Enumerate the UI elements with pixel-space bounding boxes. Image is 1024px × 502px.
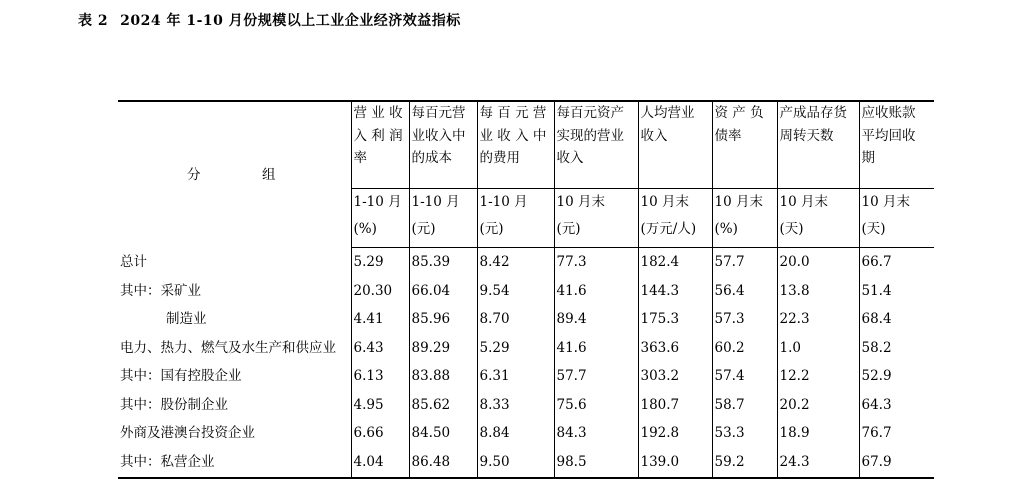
row-value: 57.7 bbox=[554, 362, 638, 391]
column-header bbox=[638, 101, 712, 189]
table-number: 表 2 bbox=[78, 13, 109, 29]
row-value: 56.4 bbox=[712, 277, 777, 306]
column-period-unit bbox=[409, 189, 477, 248]
column-header bbox=[477, 101, 554, 189]
row-value: 8.84 bbox=[477, 419, 554, 448]
row-value: 76.7 bbox=[859, 419, 934, 448]
column-period-unit bbox=[351, 189, 409, 248]
row-value: 75.6 bbox=[554, 391, 638, 420]
row-value: 9.54 bbox=[477, 277, 554, 306]
column-header-line: 期 bbox=[861, 150, 875, 166]
column-unit: (天) bbox=[861, 221, 886, 237]
row-value: 89.29 bbox=[409, 334, 477, 363]
row-value: 52.9 bbox=[859, 362, 934, 391]
row-value: 20.0 bbox=[777, 248, 859, 277]
column-period: 10 月末 bbox=[779, 194, 828, 210]
column-header bbox=[712, 101, 777, 189]
row-value: 85.96 bbox=[409, 305, 477, 334]
row-value: 84.3 bbox=[554, 419, 638, 448]
column-unit: (元) bbox=[479, 221, 504, 237]
row-value: 13.8 bbox=[777, 277, 859, 306]
row-value: 180.7 bbox=[638, 391, 712, 420]
row-value: 6.43 bbox=[351, 334, 409, 363]
column-header bbox=[554, 101, 638, 189]
row-value: 20.2 bbox=[777, 391, 859, 420]
column-header-line: 应收账款 bbox=[861, 105, 916, 121]
row-label: 其中：采矿业 bbox=[120, 282, 201, 299]
column-period-unit bbox=[777, 189, 859, 248]
column-unit: (元) bbox=[411, 221, 436, 237]
row-value: 58.2 bbox=[859, 334, 934, 363]
row-value: 59.2 bbox=[712, 448, 777, 478]
row-value: 4.41 bbox=[351, 305, 409, 334]
row-value: 24.3 bbox=[777, 448, 859, 478]
column-header-line: 营 业 收 bbox=[353, 105, 403, 121]
table-row bbox=[118, 362, 934, 391]
row-value: 9.50 bbox=[477, 448, 554, 478]
row-value: 57.3 bbox=[712, 305, 777, 334]
row-value: 41.6 bbox=[554, 277, 638, 306]
column-header-line: 入 利 润 bbox=[353, 127, 403, 144]
row-value: 192.8 bbox=[638, 419, 712, 448]
table-row bbox=[118, 305, 934, 334]
row-value: 60.2 bbox=[712, 334, 777, 363]
row-label: 电力、热力、燃气及水生产和供应业 bbox=[120, 339, 336, 356]
row-value: 86.48 bbox=[409, 448, 477, 478]
column-header bbox=[409, 101, 477, 189]
column-period-unit bbox=[554, 189, 638, 248]
column-header-line: 率 bbox=[353, 150, 367, 166]
row-value: 363.6 bbox=[638, 334, 712, 363]
table-row bbox=[118, 448, 934, 478]
column-period: 1-10 月 bbox=[411, 194, 460, 210]
row-value: 41.6 bbox=[554, 334, 638, 363]
row-value: 98.5 bbox=[554, 448, 638, 478]
row-value: 77.3 bbox=[554, 248, 638, 277]
row-value: 139.0 bbox=[638, 448, 712, 478]
row-value: 67.9 bbox=[859, 448, 934, 478]
column-period-unit bbox=[859, 189, 934, 248]
row-value: 6.66 bbox=[351, 419, 409, 448]
column-unit: (天) bbox=[779, 221, 804, 237]
column-header bbox=[777, 101, 859, 189]
table-title bbox=[78, 10, 461, 30]
row-value: 64.3 bbox=[859, 391, 934, 420]
column-header bbox=[859, 101, 934, 189]
column-header bbox=[351, 101, 409, 189]
row-value: 57.7 bbox=[712, 248, 777, 277]
row-value: 66.04 bbox=[409, 277, 477, 306]
column-header-line: 平均回收 bbox=[861, 127, 916, 144]
row-value: 144.3 bbox=[638, 277, 712, 306]
row-value: 84.50 bbox=[409, 419, 477, 448]
column-unit: (%) bbox=[353, 221, 377, 237]
row-value: 83.88 bbox=[409, 362, 477, 391]
column-period-unit bbox=[638, 189, 712, 248]
table-row bbox=[118, 391, 934, 420]
table-row bbox=[118, 248, 934, 277]
column-period: 1-10 月 bbox=[479, 194, 528, 210]
row-value: 182.4 bbox=[638, 248, 712, 277]
row-value: 57.4 bbox=[712, 362, 777, 391]
column-header-line: 周转天数 bbox=[779, 127, 834, 144]
row-value: 18.9 bbox=[777, 419, 859, 448]
row-value: 20.30 bbox=[351, 277, 409, 306]
column-period: 10 月末 bbox=[861, 194, 910, 210]
column-period-unit bbox=[477, 189, 554, 248]
row-label: 制造业 bbox=[166, 311, 207, 327]
row-value: 303.2 bbox=[638, 362, 712, 391]
row-value: 22.3 bbox=[777, 305, 859, 334]
column-period: 1-10 月 bbox=[353, 194, 402, 210]
column-period: 10 月末 bbox=[640, 194, 689, 210]
row-label: 其中：股份制企业 bbox=[120, 396, 228, 413]
row-value: 53.3 bbox=[712, 419, 777, 448]
column-header-line: 产成品存货 bbox=[779, 105, 847, 121]
column-header-line: 每 百 元 营 bbox=[479, 105, 547, 121]
column-header-line: 业收入中 bbox=[411, 127, 466, 144]
column-header-line: 的费用 bbox=[479, 150, 520, 166]
column-header-line: 每百元营 bbox=[411, 105, 466, 121]
row-value: 68.4 bbox=[859, 305, 934, 334]
row-value: 175.3 bbox=[638, 305, 712, 334]
row-value: 66.7 bbox=[859, 248, 934, 277]
row-label: 其中：私营企业 bbox=[118, 448, 351, 478]
row-value: 6.31 bbox=[477, 362, 554, 391]
row-value: 1.0 bbox=[777, 334, 859, 363]
row-value: 6.13 bbox=[351, 362, 409, 391]
row-value: 8.42 bbox=[477, 248, 554, 277]
column-header-line: 业 收 入 中 bbox=[479, 127, 547, 144]
column-header-line: 债率 bbox=[714, 127, 742, 144]
group-header: 分 组 bbox=[118, 101, 351, 248]
row-value: 4.95 bbox=[351, 391, 409, 420]
row-label: 外商及港澳台投资企业 bbox=[120, 425, 255, 441]
column-header-line: 收入 bbox=[640, 127, 668, 144]
column-header-line: 实现的营业 bbox=[556, 127, 624, 144]
column-period: 10 月末 bbox=[714, 194, 763, 210]
row-value: 4.04 bbox=[351, 448, 409, 478]
column-header-line: 人均营业 bbox=[640, 105, 695, 121]
row-value: 58.7 bbox=[712, 391, 777, 420]
table-row bbox=[118, 277, 934, 306]
column-unit: (万元/人) bbox=[640, 221, 697, 237]
row-label: 总计 bbox=[120, 253, 147, 270]
column-header-line: 的成本 bbox=[411, 150, 452, 166]
column-header-line: 每百元资产 bbox=[556, 105, 624, 121]
table-row bbox=[118, 334, 934, 363]
row-value: 85.39 bbox=[409, 248, 477, 277]
column-period-unit bbox=[712, 189, 777, 248]
economic-indicators-table bbox=[118, 100, 934, 479]
row-value: 51.4 bbox=[859, 277, 934, 306]
table-row bbox=[118, 419, 934, 448]
row-value: 8.70 bbox=[477, 305, 554, 334]
table-title-text: 2024 年 1-10 月份规模以上工业企业经济效益指标 bbox=[120, 13, 461, 29]
row-value: 89.4 bbox=[554, 305, 638, 334]
column-header-line: 收入 bbox=[556, 150, 584, 166]
row-value: 5.29 bbox=[477, 334, 554, 363]
row-value: 5.29 bbox=[351, 248, 409, 277]
row-label: 其中：国有控股企业 bbox=[120, 368, 242, 384]
column-period: 10 月末 bbox=[556, 194, 605, 210]
column-unit: (元) bbox=[556, 221, 581, 237]
column-header-line: 资 产 负 bbox=[714, 105, 764, 121]
row-value: 85.62 bbox=[409, 391, 477, 420]
row-value: 12.2 bbox=[777, 362, 859, 391]
column-unit: (%) bbox=[714, 221, 738, 237]
row-value: 8.33 bbox=[477, 391, 554, 420]
